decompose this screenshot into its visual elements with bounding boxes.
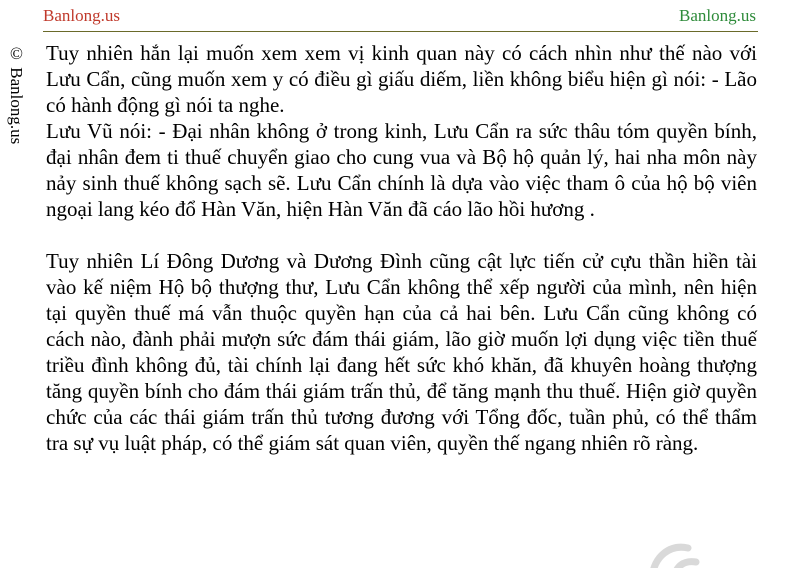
page-header xyxy=(0,0,800,34)
paragraph-3: Tuy nhiên Lí Đông Dương và Dương Đình cũng cật lực tiến cử cựu thần hiền tài vào kế niệm Hộ bộ thượng thư, Lưu Cẩn không thể xếp người của mình, nên hiện tại quyền thuế má vẫn thuộc quyền hạn của cả hai bên. Lưu Cẩn cũng không có cách nào, đành phải mượn sức đám thái giám, lão giờ muốn lợi dụng việc tiền thuế triều đình không đủ, tài chính lại đang hết sức khó khăn, đã khuyên hoàng thượng tăng quyền bính cho đám thái giám trấn thủ, để tăng mạnh thu thuế. Hiện giờ quyền chức của các thái giám trấn thủ tương đương với Tổng đốc, tuần phủ, có thể thẩm tra sự vụ luật pháp, có thể giám sát quan viên, quyền thế ngang nhiên rõ ràng. xyxy=(46,249,757,455)
header-divider xyxy=(43,31,758,32)
paragraph-2: Lưu Vũ nói: - Đại nhân không ở trong kinh, Lưu Cẩn ra sức thâu tóm quyền bính, đại nhân đem ti thuế chuyển giao cho cung vua và Bộ hộ quản lý, hai nha môn này nảy sinh thuế không sạch sẽ. Lưu Cẩn chính là dựa vào việc tham ô của hộ bộ viên ngoại lang kéo đổ Hàn Văn, hiện Hàn Văn đã cáo lão hồi hương . xyxy=(46,119,757,221)
paragraph-gap xyxy=(46,222,757,248)
header-brand-right: Banlong.us xyxy=(679,6,756,25)
paragraph-1: Tuy nhiên hắn lại muốn xem xem vị kinh quan này có cách nhìn như thế nào với Lưu Cẩn, cũng muốn xem y có điều gì giấu diếm, liền không biểu hiện gì nói: - Lão có hành động gì nói ta nghe. xyxy=(46,41,757,117)
watermark-logo-icon xyxy=(644,538,704,568)
side-copyright-mark: © Banlong.us xyxy=(7,44,26,145)
document-body xyxy=(46,40,757,456)
header-brand-left: Banlong.us xyxy=(43,6,120,25)
